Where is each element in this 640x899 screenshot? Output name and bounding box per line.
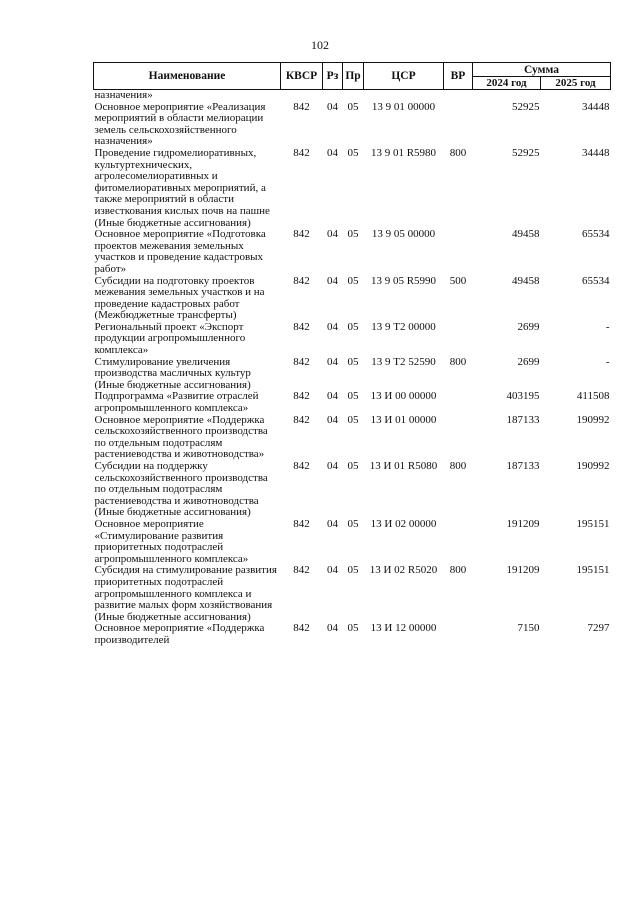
row-sum-2024: 7150 <box>517 622 540 635</box>
row-vr <box>444 391 473 414</box>
row-name: Основное мероприятие «Поддержка производителей <box>94 622 265 646</box>
row-sum-2025: - <box>605 355 610 368</box>
row-kvsr: 842 <box>293 146 310 159</box>
row-pr: 05 <box>347 413 359 426</box>
row-kvsr: 842 <box>293 460 310 472</box>
page-number: 102 <box>311 38 329 52</box>
row-sum-2024: 187133 <box>506 460 540 472</box>
row-name: Субсидии на поддержку сельскохозяйственного производства по отдельным подотраслям растениеводства и животноводства (Иные бюджетные ассигнования) <box>94 460 268 519</box>
row-csr: 13 И 01 00000 <box>370 413 437 426</box>
budget-table-container <box>93 62 610 647</box>
row-csr: 13 И 02 R5020 <box>369 564 438 577</box>
row-kvsr: 842 <box>293 622 310 635</box>
row-rz: 04 <box>327 274 338 287</box>
row-name: Субсидии на подготовку проектов межевания земельных участков и на проведение кадастровых работ (Межбюджетные трансферты) <box>94 274 265 322</box>
row-pr: 05 <box>347 320 359 333</box>
row-csr: 13 9 Т2 00000 <box>371 320 436 333</box>
header-csr: ЦСР <box>364 63 444 90</box>
row-pr: 05 <box>347 564 359 577</box>
header-pr: Пр <box>343 63 364 90</box>
header-rz: Рз <box>323 63 343 90</box>
row-sum-2025: 65534 <box>582 228 610 241</box>
row-vr <box>444 102 473 148</box>
row-pr: 05 <box>347 622 359 635</box>
row-rz: 04 <box>327 460 338 472</box>
row-vr: 800 <box>449 146 467 159</box>
row-rz: 04 <box>327 146 338 159</box>
row-name: Региональный проект «Экспорт продукции агропромышленного комплекса» <box>94 320 246 357</box>
row-rz: 04 <box>327 100 338 113</box>
table-row <box>94 415 611 461</box>
row-csr: 13 И 00 00000 <box>370 390 437 403</box>
table-row <box>94 276 611 322</box>
row-kvsr <box>281 90 323 102</box>
row-pr: 05 <box>347 274 359 287</box>
table-body <box>94 90 611 647</box>
row-rz: 04 <box>327 413 338 426</box>
row-csr: 13 И 12 00000 <box>370 622 437 635</box>
row-name: Основное мероприятие «Поддержка сельскохозяйственного производства по отдельным подотраслям растениеводства и животноводства» <box>94 413 268 461</box>
budget-table <box>93 62 611 647</box>
row-name: Стимулирование увеличения производства масличных культур (Иные бюджетные ассигнования) <box>94 355 251 391</box>
row-pr: 05 <box>347 517 359 530</box>
row-sum-2025: 195151 <box>576 564 610 577</box>
row-vr <box>444 519 473 565</box>
row-rz: 04 <box>327 320 338 333</box>
table-row <box>94 565 611 623</box>
row-rz: 04 <box>327 355 338 368</box>
row-sum-2024: 191209 <box>506 564 540 577</box>
row-pr: 05 <box>347 355 359 368</box>
row-rz: 04 <box>327 228 338 241</box>
row-vr <box>444 415 473 461</box>
row-name: Субсидия на стимулирование развития приоритетных подотраслей агропромышленного комплекса и развитие малых форм хозяйствования (Иные бюджетные ассигнования) <box>94 564 277 623</box>
row-sum-2024: 191209 <box>506 517 540 530</box>
row-sum-2024: 2699 <box>517 320 540 333</box>
row-vr <box>444 322 473 357</box>
row-pr: 05 <box>347 228 359 241</box>
row-vr <box>444 229 473 275</box>
row-vr: 500 <box>449 274 467 287</box>
row-csr: 13 9 Т2 52590 <box>371 355 436 368</box>
table-row <box>94 519 611 565</box>
row-sum-2025: 195151 <box>576 517 610 530</box>
row-sum-2025: 190992 <box>576 413 610 426</box>
table-row <box>94 357 611 392</box>
header-kvsr: КВСР <box>281 63 323 90</box>
row-rz: 04 <box>327 564 338 577</box>
row-kvsr: 842 <box>293 320 310 333</box>
header-name: Наименование <box>94 63 281 90</box>
row-sum-2024: 52925 <box>512 100 540 113</box>
row-kvsr: 842 <box>293 390 310 403</box>
row-rz: 04 <box>327 390 338 403</box>
table-row <box>94 461 611 519</box>
row-kvsr: 842 <box>293 274 310 287</box>
row-sum-2024: 49458 <box>512 274 540 287</box>
row-csr: 13 И 01 R5080 <box>369 460 438 472</box>
table-row <box>94 623 611 646</box>
row-name: Основное мероприятие «Подготовка проектов межевания земельных участков и проведение кадастровых работ» <box>94 228 266 275</box>
table-row <box>94 148 611 229</box>
row-pr: 05 <box>347 146 359 159</box>
row-kvsr: 842 <box>293 517 310 530</box>
row-sum-2025: 411508 <box>576 390 610 403</box>
row-csr: 13 9 05 00000 <box>371 228 436 241</box>
row-vr <box>444 623 473 646</box>
row-kvsr: 842 <box>293 100 310 113</box>
row-csr: 13 И 02 00000 <box>370 517 437 530</box>
table-row <box>94 90 611 102</box>
header-year-2024: 2024 год <box>473 77 541 90</box>
row-sum-2025: - <box>605 320 610 333</box>
row-sum-2025: 65534 <box>582 274 610 287</box>
row-kvsr: 842 <box>293 228 310 241</box>
header-year-2025: 2025 год <box>541 77 611 90</box>
row-sum-2025: 34448 <box>582 146 610 159</box>
row-csr <box>364 90 444 102</box>
row-sum-2024: 2699 <box>517 355 540 368</box>
row-name: Проведение гидромелиоративных, культуртехнических, агролесомелиоративных и фитомелиоративных мероприятий, а также мероприятий в области известкования кислых почв на пашне (Иные бюджетные ассигнования) <box>94 146 270 229</box>
row-csr: 13 9 01 00000 <box>371 100 436 113</box>
row-csr: 13 9 05 R5990 <box>370 274 437 287</box>
row-kvsr: 842 <box>293 355 310 368</box>
row-sum-2024 <box>473 90 541 102</box>
row-sum-2025: 7297 <box>587 622 610 635</box>
row-sum-2024: 403195 <box>506 390 540 403</box>
row-pr: 05 <box>347 460 359 472</box>
row-vr <box>444 90 473 102</box>
row-kvsr: 842 <box>293 413 310 426</box>
row-kvsr: 842 <box>293 564 310 577</box>
row-rz <box>323 90 343 102</box>
row-sum-2024: 49458 <box>512 228 540 241</box>
row-csr: 13 9 01 R5980 <box>370 146 437 159</box>
table-row <box>94 229 611 275</box>
row-sum-2024: 52925 <box>512 146 540 159</box>
header-vr: ВР <box>444 63 473 90</box>
table-row <box>94 391 611 414</box>
row-vr: 800 <box>449 564 467 577</box>
row-pr: 05 <box>347 100 359 113</box>
row-name: Основное мероприятие «Стимулирование развития приоритетных подотраслей агропромышленного комплекса» <box>94 517 249 565</box>
row-sum-2025: 190992 <box>576 460 610 472</box>
row-pr: 05 <box>347 390 359 403</box>
table-row <box>94 322 611 357</box>
row-rz: 04 <box>327 622 338 635</box>
row-name: Подпрограмма «Развитие отраслей агропромышленного комплекса» <box>94 390 259 415</box>
row-vr: 800 <box>449 460 467 472</box>
row-name: назначения» <box>94 89 153 101</box>
row-name: Основное мероприятие «Реализация мероприятий в области мелиорации земель сельскохозяйственного назначения» <box>94 100 266 148</box>
row-sum-2025 <box>541 90 611 102</box>
header-sum: Сумма <box>473 63 611 77</box>
table-header <box>94 63 611 90</box>
row-sum-2025: 34448 <box>582 100 610 113</box>
row-rz: 04 <box>327 517 338 530</box>
row-pr <box>343 90 364 102</box>
row-sum-2024: 187133 <box>506 413 540 426</box>
table-row <box>94 102 611 148</box>
row-vr: 800 <box>449 355 467 368</box>
